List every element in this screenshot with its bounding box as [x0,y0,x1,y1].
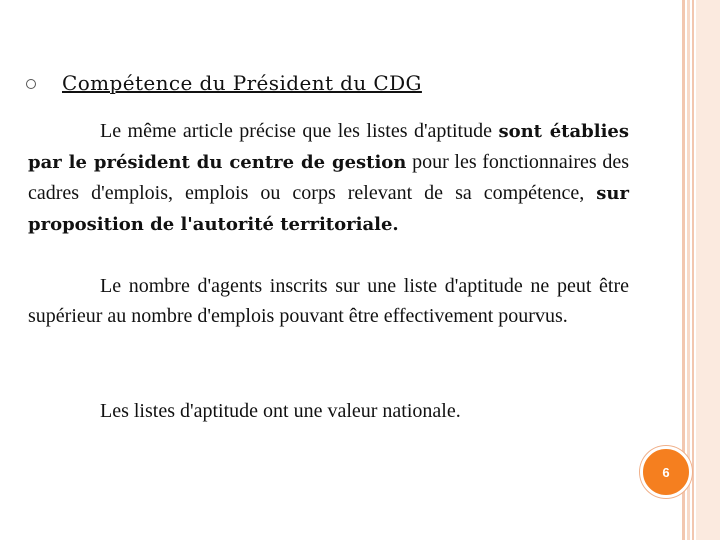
paragraph-1-bold-b: sur proposition de l'autorité territoriale. [28,183,629,235]
paragraph-1-text-a: Le même article précise que les listes d'aptitude [100,120,499,142]
paragraph-1-bold-a: sont établies par le président du centre de gestion [28,121,629,173]
decorative-stripe [692,0,694,540]
hollow-circle-bullet-icon [26,79,36,89]
heading-row [26,70,666,100]
paragraph-1 [28,116,629,240]
paragraph-2: Le nombre d'agents inscrits sur une liste d'aptitude ne peut être supérieur au nombre d'emplois pouvant être effectivement pourvus. [28,275,629,327]
paragraph-3: Les listes d'aptitude ont une valeur nationale. [100,400,461,422]
slide-heading: Compétence du Président du CDG [62,71,422,95]
decorative-stripe [696,0,720,540]
page-number-badge: 6 [640,446,692,498]
paragraph-1-text-b: pour les fonctionnaires des cadres d'emplois, emplois ou corps relevant de sa compétence, [28,151,629,204]
